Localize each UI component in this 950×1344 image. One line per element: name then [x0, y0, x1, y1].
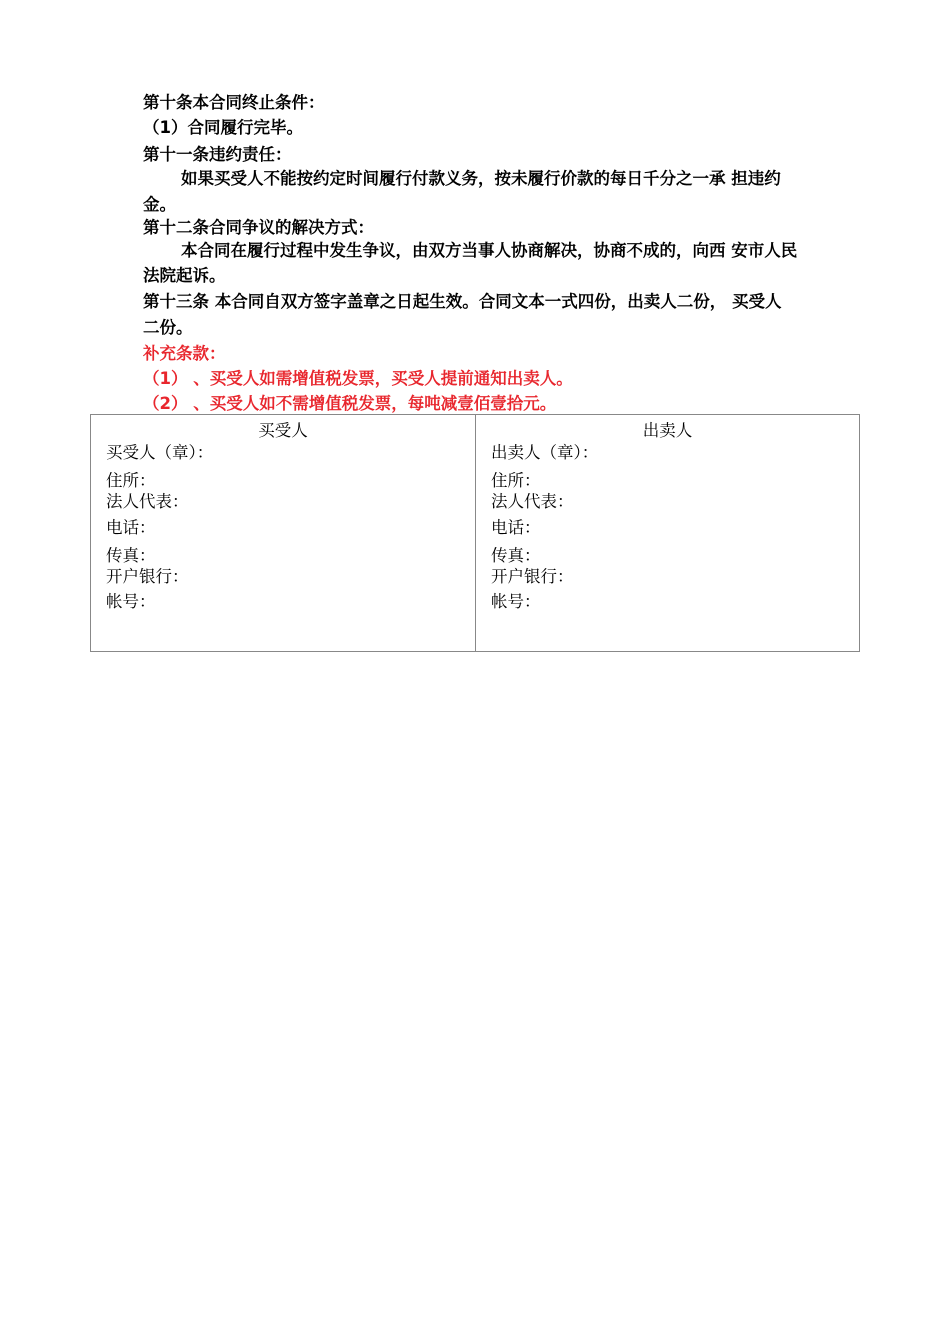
clause-12-body-line-2: 法院起诉。 [143, 266, 226, 285]
supplement-item-1: （1） 、买受人如需增值税发票，买受人提前通知出卖人。 [143, 369, 573, 388]
buyer-phone-label: 电话： [106, 518, 156, 537]
seller-phone-label: 电话： [491, 518, 541, 537]
buyer-account-label: 帐号： [106, 592, 156, 611]
seller-seal-label: 出卖人（章）： [491, 443, 599, 462]
clause-11-body-line-2: 金。 [143, 195, 176, 214]
clause-12-body-line-1: 本合同在履行过程中发生争议，由双方当事人协商解决，协商不成的，向西 安市人民 [181, 241, 798, 260]
seller-bank-label: 开户银行： [491, 567, 574, 586]
buyer-bank-label: 开户银行： [106, 567, 189, 586]
clause-11-body-line-1: 如果买受人不能按约定时间履行付款义务，按未履行价款的每日千分之一承 担违约 [181, 169, 781, 188]
clause-11-title: 第十一条违约责任： [143, 145, 292, 164]
buyer-seal-label: 买受人（章）： [106, 443, 214, 462]
clause-13-line-1: 第十三条 本合同自双方签字盖章之日起生效。合同文本一式四份，出卖人二份， 买受人 [143, 292, 782, 311]
clause-12-title: 第十二条合同争议的解决方式： [143, 218, 374, 237]
seller-fax-label: 传真： [491, 546, 541, 565]
buyer-header: 买受人 [258, 421, 308, 440]
signature-table [90, 414, 860, 652]
supplement-title: 补充条款： [143, 344, 226, 363]
seller-header: 出卖人 [642, 421, 693, 440]
seller-address-label: 住所： [491, 471, 541, 490]
clause-13-line-2: 二份。 [143, 318, 193, 337]
supplement-item-2: （2） 、买受人如不需增值税发票，每吨减壹佰壹拾元。 [143, 394, 557, 413]
clause-10-title: 第十条本合同终止条件： [143, 93, 325, 112]
seller-column [475, 415, 859, 651]
seller-legal-rep-label: 法人代表： [491, 492, 574, 511]
buyer-fax-label: 传真： [106, 546, 156, 565]
clause-10-item-1: （1）合同履行完毕。 [143, 118, 303, 137]
buyer-legal-rep-label: 法人代表： [106, 492, 189, 511]
buyer-address-label: 住所： [106, 471, 156, 490]
seller-account-label: 帐号： [491, 592, 541, 611]
buyer-column [91, 415, 475, 651]
